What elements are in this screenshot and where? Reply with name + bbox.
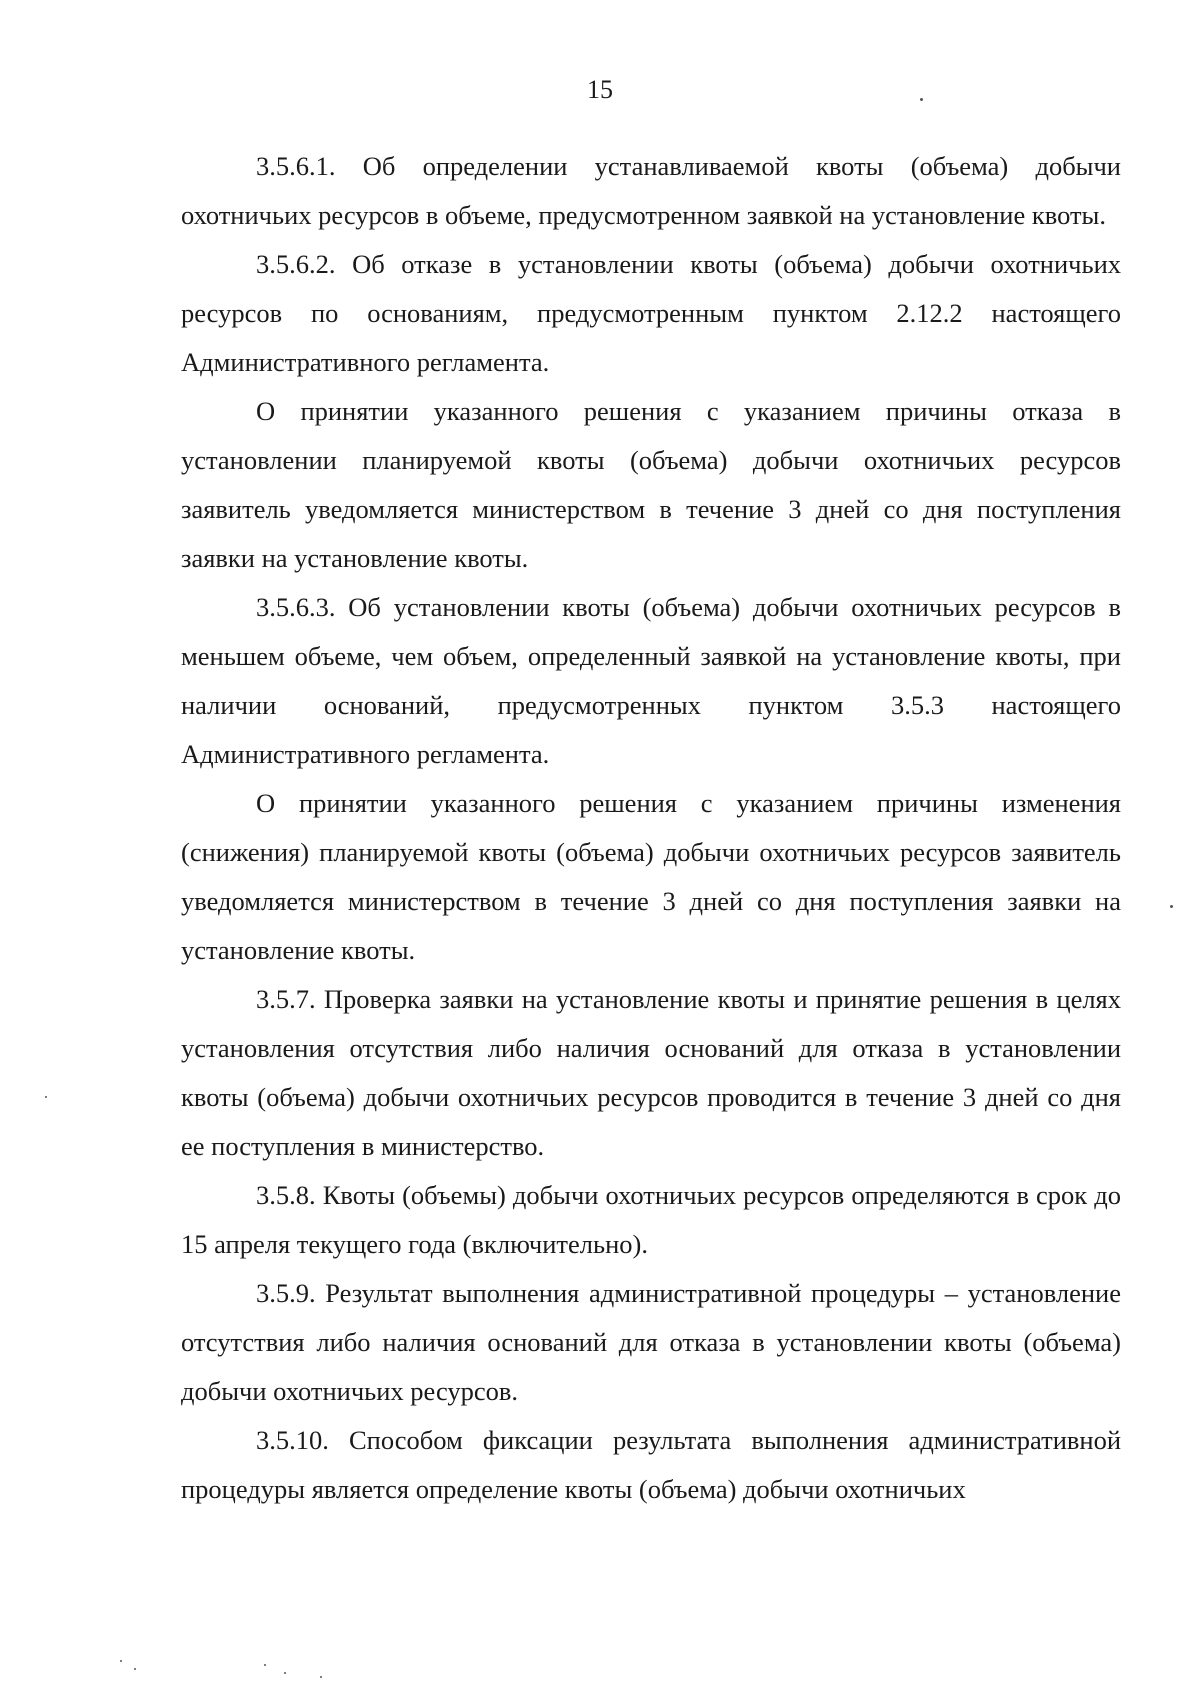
scan-speck bbox=[920, 98, 923, 101]
scan-speck bbox=[320, 1676, 322, 1678]
scan-speck bbox=[264, 1664, 266, 1666]
scan-speck bbox=[284, 1672, 286, 1674]
paragraph-change-notice: О принятии указанного решения с указанием причины изменения (снижения) планируемой квоты (объема) добычи охотничьих ресурсов заявитель уведомляется министерством в течение 3 дней со дня поступления заявки на установление квоты. bbox=[181, 788, 1121, 965]
paragraph-3-5-9: 3.5.9. Результат выполнения административной процедуры – установление отсутствия либо наличия оснований для отказа в установлении квоты (объема) добычи охотничьих ресурсов. bbox=[181, 1278, 1121, 1406]
paragraph-3-5-8: 3.5.8. Квоты (объемы) добычи охотничьих ресурсов определяются в срок до 15 апреля текущего года (включительно). bbox=[181, 1180, 1121, 1259]
document-body bbox=[181, 142, 1121, 1514]
paragraph-3-5-6-1: 3.5.6.1. Об определении устанавливаемой квоты (объема) добычи охотничьих ресурсов в объеме, предусмотренном заявкой на установление квоты. bbox=[181, 151, 1121, 230]
paragraph-3-5-7: 3.5.7. Проверка заявки на установление квоты и принятие решения в целях установления отсутствия либо наличия оснований для отказа в установлении квоты (объема) добычи охотничьих ресурсов проводится в течение 3 дней со дня ее поступления в министерство. bbox=[181, 984, 1121, 1161]
scan-speck bbox=[120, 1660, 122, 1662]
scan-speck bbox=[45, 1096, 47, 1098]
paragraph-3-5-6-3: 3.5.6.3. Об установлении квоты (объема) добычи охотничьих ресурсов в меньшем объеме, чем объем, определенный заявкой на установление квоты, при наличии оснований, предусмотренных пунктом 3.5.3 настоящего Административного регламента. bbox=[181, 592, 1121, 769]
scan-speck bbox=[1170, 905, 1173, 908]
page-number: 15 bbox=[587, 75, 613, 104]
paragraph-3-5-6-2: 3.5.6.2. Об отказе в установлении квоты (объема) добычи охотничьих ресурсов по основаниям, предусмотренным пунктом 2.12.2 настоящего Административного регламента. bbox=[181, 249, 1121, 377]
paragraph-3-5-10: 3.5.10. Способом фиксации результата выполнения административной процедуры является определение квоты (объема) добычи охотничьих bbox=[181, 1425, 1121, 1504]
paragraph-refusal-notice: О принятии указанного решения с указанием причины отказа в установлении планируемой квоты (объема) добычи охотничьих ресурсов заявитель уведомляется министерством в течение 3 дней со дня поступления заявки на установление квоты. bbox=[181, 396, 1121, 573]
scan-speck bbox=[134, 1668, 136, 1670]
